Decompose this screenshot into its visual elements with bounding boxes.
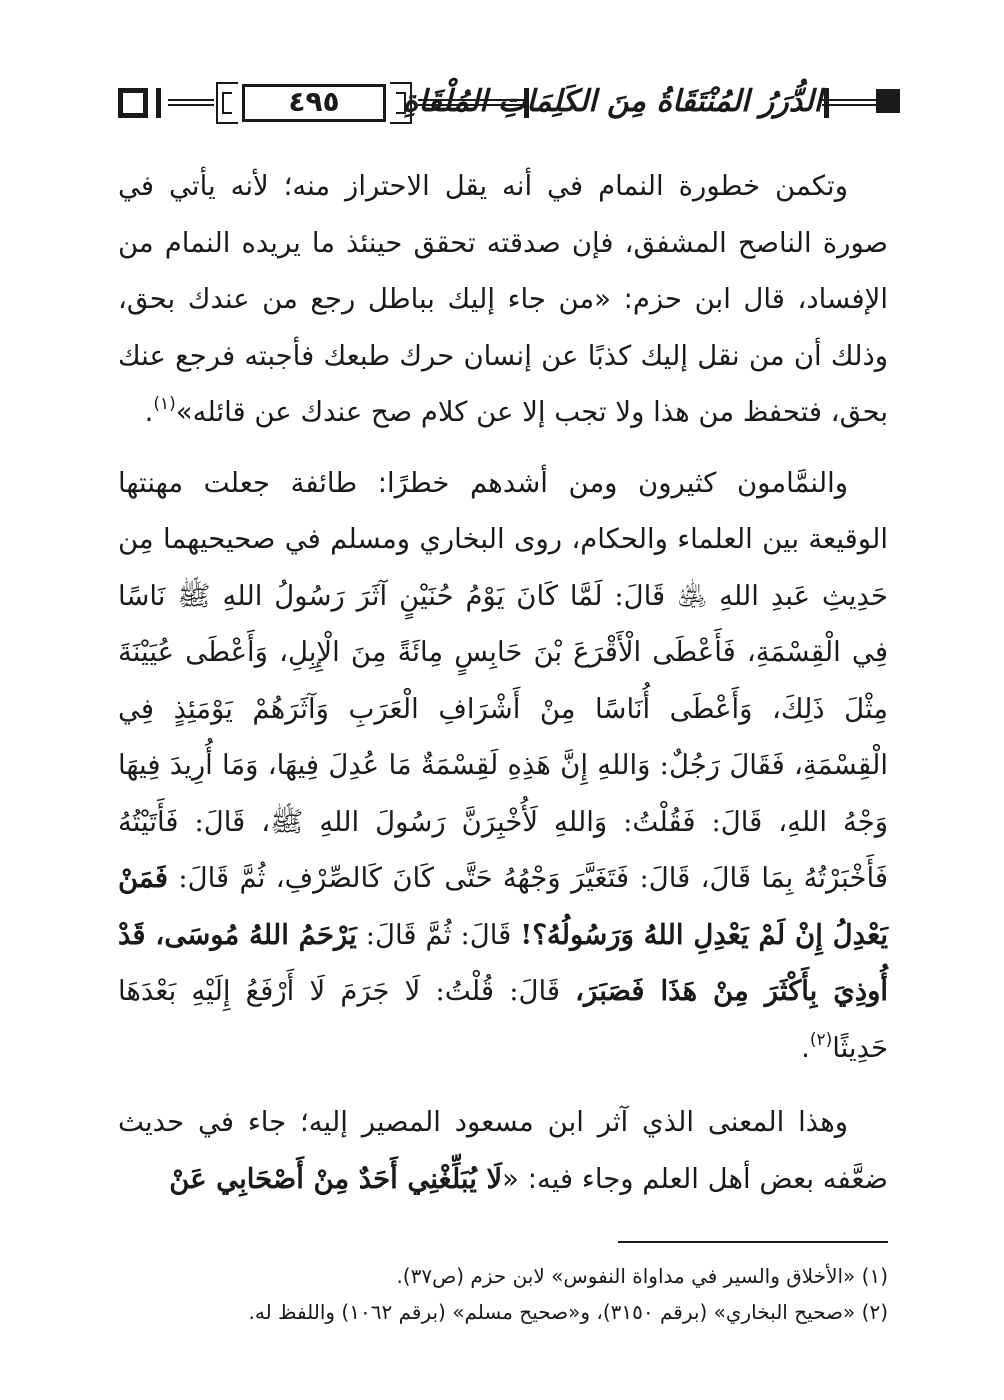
header-rule <box>168 99 214 106</box>
hadith-text: قَالَ: قُلْتُ: لَا جَرَمَ لَا أَرْفَعُ إِلَيْهِ بَعْدَهَا حَدِيثًا <box>118 975 888 1064</box>
book-title: الدُّرَرُ المُنْتَقَاةُ مِنَ الكَلِمَاتِ المُلْقَاةِ <box>402 84 822 119</box>
header-ornament-square-right <box>876 89 900 113</box>
hadith-quote-bold: لَا يُبَلِّغْنِي أَحَدٌ مِنْ أَصْحَابِي عَنْ <box>169 1162 503 1195</box>
footnote-separator <box>618 1241 888 1243</box>
footnote-ref-2: (٢) <box>809 1029 833 1050</box>
running-header <box>112 80 892 126</box>
footnotes <box>118 1258 888 1330</box>
hadith-text: قَالَ: ثُمَّ قَالَ: <box>365 918 512 951</box>
header-ornament-square-left <box>118 88 148 118</box>
paragraph-1-text: وتكمن خطورة النمام في أنه يقل الاحتراز منه؛ لأنه يأتي في صورة الناصح المشفق، فإن صدقته تحقق حينئذ ما يريده النمام من الإفساد، قال ابن حزم: «من جاء إليك بباطل رجع من عندك بحق، وذلك أن من نقل إليك كذبًا عن إنسان حرك طبعك فأجبته فرجع عنك بحق، فتحفظ من هذا ولا تجب إلا عن كلام صح عندك عن قائله» <box>118 170 888 428</box>
footnote-2: (٢) «صحيح البخاري» (برقم ٣١٥٠)، و«صحيح مسلم» (برقم ١٠٦٢) واللفظ له. <box>248 1300 888 1324</box>
page-number-ornament-left <box>216 82 238 124</box>
page-number-frame <box>216 82 412 124</box>
paragraph-3 <box>118 1094 888 1207</box>
paragraph-2-end: . <box>801 1031 810 1064</box>
hadith-text: مِن حَدِيثِ عَبدِ اللهِ ﵁ قَالَ: لَمَّا كَانَ يَوْمُ حُنَيْنٍ آثَرَ رَسُولُ اللهِ ﷺ نَاسًا فِي الْقِسْمَةِ، فَأَعْطَى الْأَقْرَعَ بْنَ حَابِسٍ مِائَةً مِنَ الْإِبِلِ، وَأَعْطَى عُيَيْنَةَ مِثْلَ ذَلِكَ، وَأَعْطَى أُنَاسًا مِنْ أَشْرَافِ الْعَرَبِ وَآثَرَهُمْ يَوْمَئِذٍ فِي الْقِسْمَةِ، فَقَالَ رَجُلٌ: وَاللهِ إِنَّ هَذِهِ لَقِسْمَةٌ مَا عُدِلَ فِيهَا، وَمَا أُرِيدَ فِيهَا وَجْهُ اللهِ، قَالَ: فَقُلْتُ: وَاللهِ لَأُخْبِرَنَّ رَسُولَ اللهِ ﷺ، قَالَ: فَأَتَيْتُهُ فَأَخْبَرْتُهُ بِمَا قَالَ، قَالَ: فَتَغَيَّرَ وَجْهُهُ حَتَّى كَانَ كَالصِّرْفِ، ثُمَّ قَالَ: <box>118 523 889 894</box>
header-ornament-bar <box>156 88 161 118</box>
main-text <box>118 158 888 1207</box>
hadith-quote-bold: يَرْحَمُ اللهُ مُوسَى، قَدْ أُوذِيَ بِأَكْثَرَ مِنْ هَذَا فَصَبَرَ، <box>118 918 888 1007</box>
paragraph-2 <box>118 455 888 1077</box>
page-number: ٤٩٥ <box>242 84 386 122</box>
paragraph-1 <box>118 158 888 441</box>
paragraph-1-end: . <box>144 396 154 428</box>
header-rule <box>822 99 876 106</box>
paragraph-2-intro: والنمَّامون كثيرون ومن أشدهم خطرًا: طائفة جعلت مهنتها الوقيعة بين العلماء والحكام، روى البخاري ومسلم في صحيحيهما <box>118 466 888 555</box>
footnote-1: (١) «الأخلاق والسير في مداواة النفوس» لابن حزم (ص٣٧). <box>396 1264 888 1288</box>
paragraph-3-text: وهذا المعنى الذي آثر ابن مسعود المصير إليه؛ جاء في حديث ضعَّفه بعض أهل العلم وجاء فيه: « <box>118 1106 888 1195</box>
footnote-ref-1: (١) <box>153 394 176 414</box>
hadith-quote-bold: فَمَنْ يَعْدِلُ إِنْ لَمْ يَعْدِلِ اللهُ وَرَسُولُهُ؟! <box>118 862 888 951</box>
